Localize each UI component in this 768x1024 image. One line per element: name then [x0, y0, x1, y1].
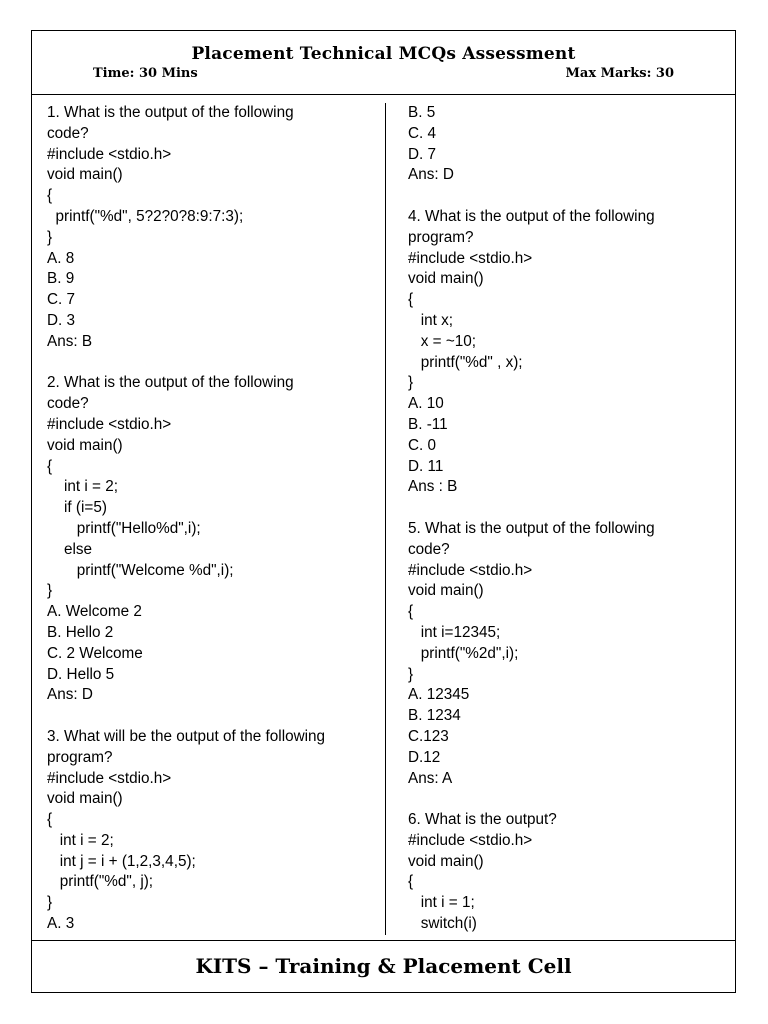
text-line: 5. What is the output of the following [408, 519, 655, 537]
text-line: void main() [408, 852, 484, 870]
text-line: Ans: B [47, 332, 93, 350]
text-line: #include <stdio.h> [47, 769, 172, 787]
text-line: code? [47, 124, 89, 142]
text-line: Ans: D [47, 686, 93, 704]
text-line: else [47, 540, 93, 558]
text-line: 1. What is the output of the following [47, 104, 294, 121]
text-line: code? [47, 395, 89, 413]
text-line: int j = i + (1,2,3,4,5); [47, 852, 196, 870]
text-line: code? [408, 540, 450, 558]
text-line: printf("%d" , x); [408, 353, 523, 371]
text-line: 3. What will be the output of the following [47, 727, 326, 745]
text-line: A. Welcome 2 [47, 603, 142, 621]
text-line: A. 10 [408, 395, 444, 413]
sheet-header [32, 31, 735, 95]
text-line: A. 8 [47, 249, 75, 267]
text-line: { [47, 187, 53, 205]
text-line: #include <stdio.h> [408, 249, 533, 267]
text-line: printf("%d", j); [47, 873, 154, 891]
column-divider [385, 103, 386, 935]
text-line: A. 3 [47, 915, 75, 933]
text-line: void main() [47, 436, 123, 454]
text-line: 2. What is the output of the following [47, 374, 294, 392]
text-line: } [408, 665, 414, 683]
text-line: D. Hello 5 [47, 665, 115, 683]
text-line: printf("%d", 5?2?0?8:9:7:3); [47, 207, 244, 225]
text-line: { [408, 603, 414, 621]
page-title: Placement Technical MCQs Assessment [191, 44, 576, 64]
footer-banner: KITS – Training & Placement Cell [32, 940, 735, 992]
text-line: printf("Hello%d",i); [47, 519, 201, 537]
text-line: x = ~10; [408, 332, 477, 350]
text-line: #include <stdio.h> [408, 561, 533, 579]
text-line: { [408, 873, 414, 891]
text-line: A. 12345 [408, 686, 470, 704]
text-line: C. 4 [408, 124, 437, 142]
assessment-sheet [31, 30, 736, 993]
text-line: D. 11 [408, 457, 444, 475]
text-line: void main() [408, 270, 484, 288]
blank-line [408, 186, 728, 207]
text-line: } [47, 582, 53, 600]
text-line: if (i=5) [47, 499, 107, 517]
text-line: B. 9 [47, 270, 75, 288]
text-line: Ans : B [408, 478, 458, 496]
text-line: B. Hello 2 [47, 623, 114, 641]
left-column [47, 103, 377, 935]
text-line: B. -11 [408, 415, 448, 433]
text-line: { [408, 291, 414, 309]
text-line: int x; [408, 311, 454, 329]
text-line: } [47, 228, 53, 246]
text-line: void main() [408, 582, 484, 600]
text-line: } [47, 894, 53, 912]
text-line: D.12 [408, 748, 441, 766]
text-line: int i=12345; [408, 623, 501, 641]
text-line: 6. What is the output? [408, 811, 557, 829]
text-line: { [47, 457, 53, 475]
text-line: #include <stdio.h> [408, 831, 533, 849]
text-line: C. 7 [47, 291, 76, 309]
text-line: } [408, 374, 414, 392]
text-line: { [47, 811, 53, 829]
text-line: C.123 [408, 727, 449, 745]
text-line: D. 3 [47, 311, 76, 329]
blank-line [408, 498, 728, 519]
text-line: int i = 2; [47, 478, 118, 496]
text-line: 4. What is the output of the following [408, 207, 655, 225]
text-line: switch(i) [408, 915, 477, 933]
time-label: Time: 30 Mins [93, 66, 198, 81]
text-line: B. 1234 [408, 707, 461, 725]
text-line: printf("Welcome %d",i); [47, 561, 234, 579]
text-line: program? [47, 748, 113, 766]
blank-line [47, 353, 377, 374]
text-line: void main() [47, 166, 123, 184]
text-line: B. 5 [408, 104, 436, 121]
text-line: program? [408, 228, 474, 246]
text-line: Ans: D [408, 166, 454, 184]
text-line: D. 7 [408, 145, 437, 163]
text-line: C. 2 Welcome [47, 644, 143, 662]
text-line: printf("%2d",i); [408, 644, 519, 662]
text-line: #include <stdio.h> [47, 145, 172, 163]
max-marks-label: Max Marks: 30 [565, 66, 674, 81]
text-line: Ans: A [408, 769, 453, 787]
right-column [408, 103, 728, 935]
text-line: C. 0 [408, 436, 437, 454]
text-line: void main() [47, 790, 123, 808]
text-line: int i = 2; [47, 831, 114, 849]
blank-line [47, 706, 377, 727]
text-line: int i = 1; [408, 894, 475, 912]
blank-line [408, 789, 728, 810]
text-line: #include <stdio.h> [47, 415, 172, 433]
